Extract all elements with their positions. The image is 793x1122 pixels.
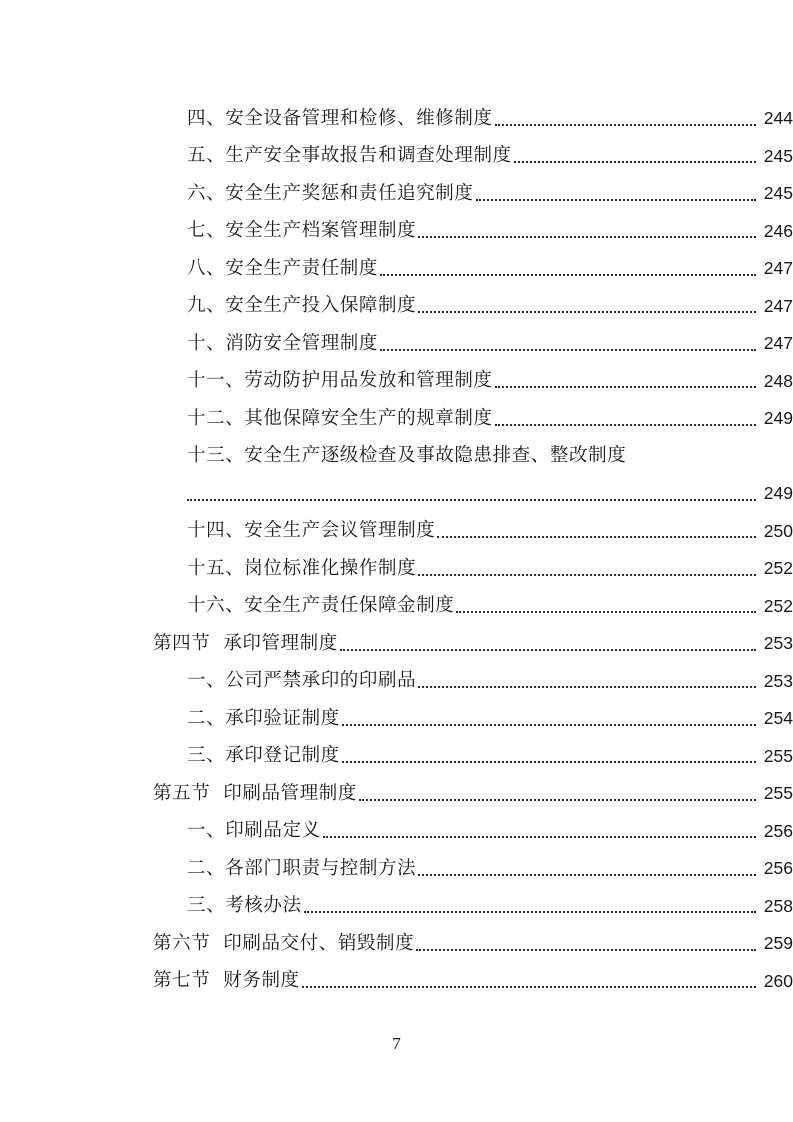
- dot-leader: [418, 560, 756, 578]
- toc-entry-page: 254: [763, 708, 793, 728]
- dot-leader: [418, 297, 756, 315]
- toc-entry[interactable]: [0, 100, 793, 138]
- toc-entry-title: 十、消防安全管理制度: [187, 332, 379, 354]
- toc-entry[interactable]: [0, 888, 793, 926]
- toc-entry-title: 六、安全生产奖惩和责任追究制度: [187, 182, 474, 204]
- toc-entry-page: 256: [763, 820, 793, 841]
- table-of-contents: [0, 100, 793, 1000]
- dot-leader: [495, 372, 756, 390]
- dot-leader: [514, 147, 756, 165]
- toc-entry-title: 五、生产安全事故报告和调查处理制度: [187, 145, 512, 166]
- toc-entry-title: 一、印刷品定义: [187, 820, 321, 841]
- toc-entry-title: 四、安全设备管理和检修、维修制度: [187, 107, 493, 129]
- dot-leader: [342, 747, 756, 765]
- page-number: 7: [392, 1034, 401, 1053]
- toc-entry[interactable]: [0, 175, 793, 213]
- toc-entry[interactable]: [0, 288, 793, 326]
- dot-leader: [437, 522, 756, 540]
- toc-entry-page: 260: [763, 970, 793, 991]
- dot-leader: [380, 335, 756, 353]
- toc-entry-page: 252: [763, 558, 793, 578]
- toc-entry-title: 八、安全生产责任制度: [187, 257, 379, 279]
- toc-entry-page: 244: [763, 108, 793, 128]
- dot-leader: [476, 185, 756, 203]
- toc-entry-continuation[interactable]: [0, 475, 793, 513]
- dot-leader: [495, 110, 756, 128]
- toc-entry[interactable]: [0, 550, 793, 588]
- dot-leader: [302, 972, 756, 990]
- toc-entry-title: 三、考核办法: [187, 895, 302, 916]
- toc-entry-title: 十二、其他保障安全生产的规章制度: [187, 407, 493, 429]
- toc-entry[interactable]: [0, 438, 793, 476]
- toc-entry-page: 248: [763, 370, 793, 391]
- toc-entry-page: 246: [763, 220, 793, 241]
- dot-leader: [340, 635, 756, 653]
- toc-entry[interactable]: [0, 363, 793, 401]
- dot-leader: [495, 410, 756, 428]
- dot-leader: [342, 710, 756, 728]
- dot-leader: [380, 260, 756, 278]
- toc-entry-page: 258: [763, 895, 793, 916]
- toc-entry-page: 255: [763, 745, 793, 766]
- toc-entry-title: 第五节 印刷品管理制度: [153, 782, 357, 804]
- toc-entry[interactable]: [0, 738, 793, 776]
- toc-entry[interactable]: [0, 138, 793, 176]
- toc-section-entry[interactable]: [0, 963, 793, 1001]
- toc-entry-page: 245: [763, 145, 793, 166]
- toc-entry-page: 252: [763, 595, 793, 616]
- toc-entry-title: 二、各部门职责与控制方法: [187, 857, 417, 879]
- toc-entry[interactable]: [0, 213, 793, 251]
- toc-entry-title: 第六节 印刷品交付、销毁制度: [153, 932, 415, 954]
- toc-entry-page: 247: [763, 295, 793, 316]
- toc-section-entry[interactable]: [0, 775, 793, 813]
- toc-entry[interactable]: [0, 700, 793, 738]
- toc-entry-title: 十四、安全生产会议管理制度: [187, 520, 436, 541]
- toc-entry-title: 十五、岗位标准化操作制度: [187, 557, 417, 579]
- toc-entry[interactable]: [0, 588, 793, 626]
- toc-entry-title: 十六、安全生产责任保障金制度: [187, 595, 455, 616]
- toc-entry-title: 第七节 财务制度: [153, 970, 300, 991]
- toc-entry-page: 249: [763, 483, 793, 503]
- toc-entry-page: 255: [763, 783, 793, 803]
- dot-leader: [187, 485, 756, 503]
- toc-entry-page: 253: [763, 670, 793, 691]
- toc-entry-page: 249: [763, 408, 793, 428]
- toc-entry[interactable]: [0, 513, 793, 551]
- dot-leader: [418, 672, 756, 690]
- toc-entry-page: 247: [763, 333, 793, 353]
- toc-section-entry[interactable]: [0, 925, 793, 963]
- dot-leader: [416, 935, 756, 953]
- toc-section-entry[interactable]: [0, 625, 793, 663]
- toc-entry-page: 259: [763, 933, 793, 953]
- toc-entry-page: 250: [763, 520, 793, 541]
- toc-entry[interactable]: [0, 400, 793, 438]
- dot-leader: [418, 860, 756, 878]
- toc-entry-title: 第四节 承印管理制度: [153, 632, 338, 654]
- toc-entry-page: 247: [763, 258, 793, 278]
- dot-leader: [456, 597, 756, 615]
- toc-entry-title: 七、安全生产档案管理制度: [187, 220, 417, 241]
- toc-entry[interactable]: [0, 325, 793, 363]
- toc-entry-title: 十一、劳动防护用品发放和管理制度: [187, 370, 493, 391]
- toc-entry[interactable]: [0, 250, 793, 288]
- toc-entry[interactable]: [0, 850, 793, 888]
- toc-entry-title: 九、安全生产投入保障制度: [187, 295, 417, 316]
- toc-entry-page: 253: [763, 633, 793, 653]
- toc-entry-page: 245: [763, 183, 793, 203]
- toc-entry-title: 十三、安全生产逐级检查及事故隐患排查、整改制度: [187, 445, 627, 466]
- dot-leader: [304, 897, 756, 915]
- dot-leader: [323, 822, 756, 840]
- toc-entry[interactable]: [0, 663, 793, 701]
- toc-entry-title: 二、承印验证制度: [187, 707, 340, 729]
- dot-leader: [359, 785, 756, 803]
- toc-entry[interactable]: [0, 813, 793, 851]
- toc-entry-title: 一、公司严禁承印的印刷品: [187, 670, 417, 691]
- toc-entry-title: 三、承印登记制度: [187, 745, 340, 766]
- dot-leader: [418, 222, 756, 240]
- toc-entry-page: 256: [763, 858, 793, 878]
